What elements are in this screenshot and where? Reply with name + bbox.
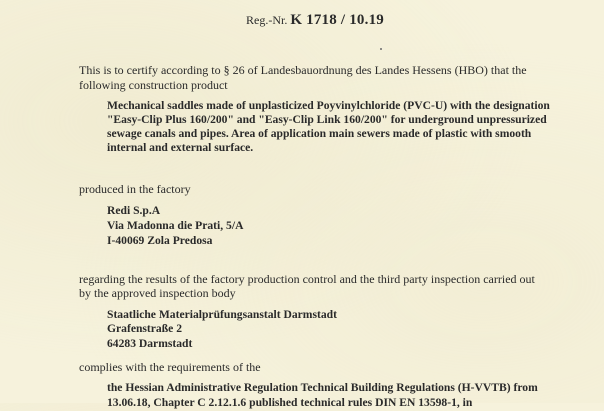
- inspection-body-street: Grafenstraße 2: [107, 322, 183, 335]
- factory-street: Via Madonna die Prati, 5/A: [107, 219, 244, 232]
- reg-prefix: Reg.-Nr.: [246, 13, 288, 27]
- product-line-1: Mechanical saddles made of unplasticized Poyvinylchloride (PVC-U) with the designation: [107, 99, 550, 112]
- product-line-2: "Easy-Clip Plus 160/200" and "Easy-Clip Link 160/200" for underground unpressurized: [107, 113, 547, 126]
- regulation-line-2: 13.06.18, Chapter C 2.12.1.6 published technical rules DIN EN 13598-1, in: [107, 396, 473, 409]
- inspection-body-name: Staatliche Materialprüfungsanstalt Darmstadt: [107, 308, 337, 321]
- regarding-line-2: by the approved inspection body: [79, 286, 236, 300]
- regulation-line-1: the Hessian Administrative Regulation Technical Building Regulations (H-VVTB) from: [107, 381, 538, 394]
- product-line-4: internal and external surface.: [107, 141, 254, 154]
- inspection-body-city: 64283 Darmstadt: [107, 337, 193, 350]
- intro-line-1: This is to certify according to § 26 of Landesbauordnung des Landes Hessens (HBO) that the: [79, 63, 527, 77]
- complies-label: complies with the requirements of the: [79, 360, 261, 374]
- regarding-line-1: regarding the results of the factory production control and the third party inspection carried out: [79, 272, 535, 286]
- produced-label: produced in the factory: [79, 182, 191, 196]
- paper-speck: [380, 48, 382, 50]
- factory-city: I-40069 Zola Predosa: [107, 234, 213, 247]
- intro-line-2: following construction product: [79, 78, 228, 92]
- product-line-3: sewage canals and pipes. Area of application main sewers made of plastic with smooth: [107, 127, 532, 140]
- registration-number: [246, 12, 384, 28]
- reg-number: K 1718 / 10.19: [290, 12, 384, 28]
- factory-name: Redi S.p.A: [107, 204, 161, 217]
